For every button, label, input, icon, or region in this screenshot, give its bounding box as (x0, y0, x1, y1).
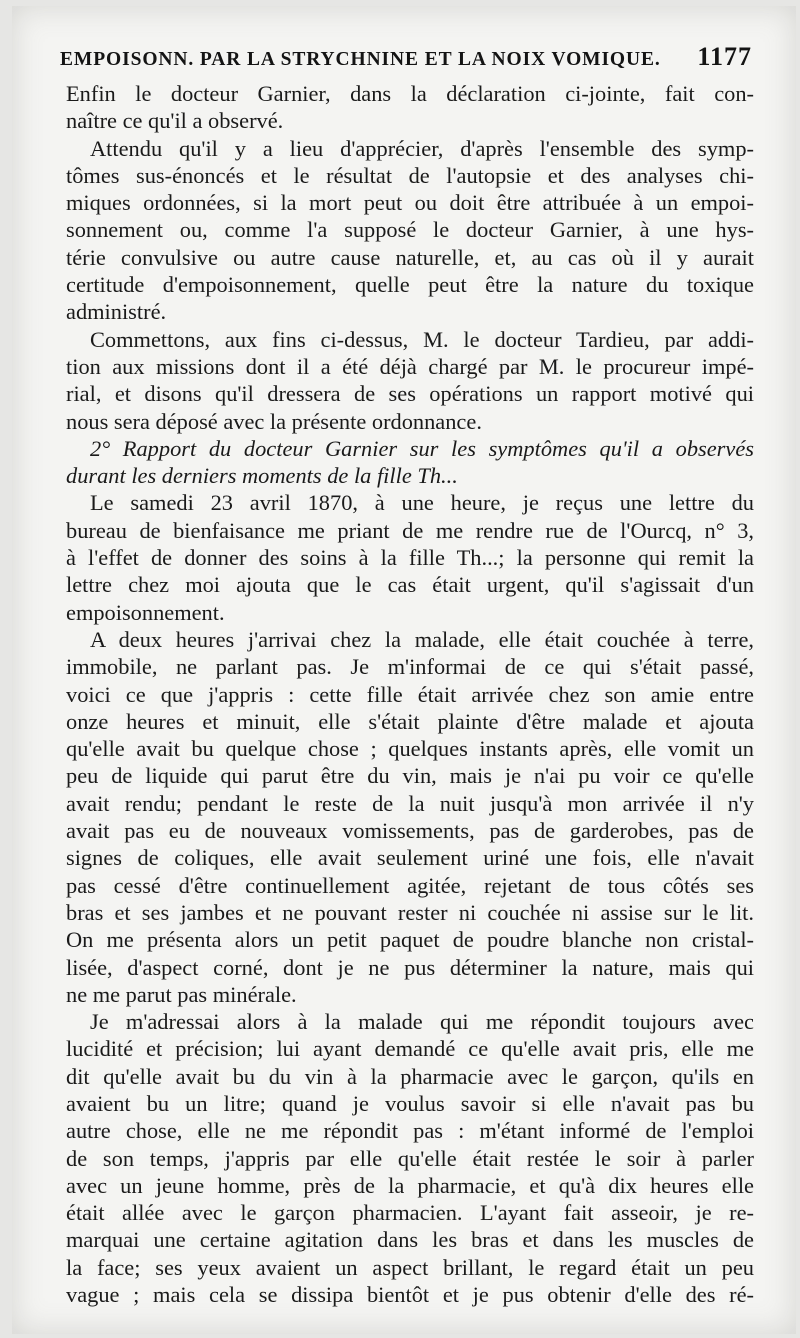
text-line: On me présenta alors un petit paquet de poudre blanche non cristal- (66, 927, 754, 953)
text-line: tion aux missions dont il a été déjà chargé par M. le procureur impé- (66, 353, 754, 379)
text-line: ne me parut pas minérale. (66, 981, 297, 1007)
text-line: onze heures et minuit, elle s'était plainte d'être malade et ajouta (66, 708, 754, 734)
text-line: sonnement ou, comme l'a supposé le docteur Garnier, à une hys- (66, 217, 754, 243)
text-line: bureau de bienfaisance me priant de me rendre rue de l'Ourcq, n° 3, (66, 517, 754, 543)
text-line: Je m'adressai alors à la malade qui me répondit toujours avec (90, 1009, 754, 1035)
text-line: la face; ses yeux avaient un aspect brillant, le regard était un peu (66, 1254, 754, 1280)
text-line: pas cessé d'être continuellement agitée, rejetant de tous côtés ses (66, 872, 754, 898)
book-page (12, 6, 796, 1334)
text-line: tômes sus-énoncés et le résultat de l'autopsie et des analyses chi- (66, 162, 754, 188)
section-heading-line: durant les derniers moments de la fille Th... (66, 463, 458, 489)
text-line: lucidité et précision; lui ayant demandé ce qu'elle avait pris, elle me (66, 1036, 754, 1062)
text-line: vague ; mais cela se dissipa bientôt et je pus obtenir d'elle des ré- (66, 1282, 754, 1308)
text-line: certitude d'empoisonnement, quelle peut être la nature du toxique (66, 272, 754, 298)
text-line: administré. (66, 299, 167, 325)
text-line: avait rendu; pendant le reste de la nuit jusqu'à mon arrivée il n'y (66, 790, 754, 816)
text-line: empoisonnement. (66, 599, 225, 625)
running-title: EMPOISONN. PAR LA STRYCHNINE ET LA NOIX VOMIQUE. (60, 49, 661, 70)
text-line: lettre chez moi ajouta que le cas était urgent, qu'il s'agissait d'un (66, 572, 754, 598)
text-line: avec un jeune homme, près de la pharmacie, et qu'à dix heures elle (66, 1172, 754, 1198)
text-line: lisée, d'aspect corné, dont je ne pus déterminer la nature, mais qui (66, 954, 754, 980)
text-line: Le samedi 23 avril 1870, à une heure, je reçus une lettre du (90, 490, 754, 516)
text-line: à l'effet de donner des soins à la fille Th...; la personne qui remit la (66, 545, 754, 571)
section-heading-line: 2° Rapport du docteur Garnier sur les symptômes qu'il a observés (90, 435, 754, 461)
text-line: voici ce que j'appris : cette fille était arrivée chez son amie entre (66, 681, 754, 707)
text-line: autre chose, elle ne me répondit pas : m'étant informé de l'emploi (66, 1118, 754, 1144)
text-line: était allée avec le garçon pharmacien. L'ayant fait asseoir, je re- (66, 1200, 754, 1226)
text-line: avait pas eu de nouveaux vomissements, pas de garderobes, pas de (66, 818, 754, 844)
text-line: qu'elle avait bu quelque chose ; quelques instants après, elle vomit un (66, 736, 754, 762)
page-number: 1177 (697, 42, 752, 71)
text-line: peu de liquide qui parut être du vin, mais je n'ai pu voir ce qu'elle (66, 763, 754, 789)
text-line: rial, et disons qu'il dressera de ses opérations un rapport motivé qui (66, 381, 754, 407)
text-line: A deux heures j'arrivai chez la malade, elle était couchée à terre, (90, 626, 754, 652)
text-line: Commettons, aux fins ci-dessus, M. le docteur Tardieu, par addi- (90, 326, 754, 352)
text-line: térie convulsive ou autre cause naturelle, et, au cas où il y aurait (66, 244, 754, 270)
text-line: miques ordonnées, si la mort peut ou doit être attribuée à un empoi- (66, 190, 754, 216)
text-line: avaient bu un litre; quand je voulus savoir si elle n'avait pas bu (66, 1090, 754, 1116)
text-line: dit qu'elle avait bu du vin à la pharmacie avec le garçon, qu'ils en (66, 1063, 754, 1089)
text-line: immobile, ne parlant pas. Je m'informai de ce qui s'était passé, (66, 654, 754, 680)
text-line: bras et ses jambes et ne pouvant rester ni couchée ni assise sur le lit. (66, 899, 754, 925)
text-line: de son temps, j'appris par elle qu'elle était restée le soir à parler (66, 1145, 754, 1171)
text-line: signes de coliques, elle avait seulement uriné une fois, elle n'avait (66, 845, 754, 871)
running-head (60, 42, 752, 72)
text-line: Attendu qu'il y a lieu d'apprécier, d'après l'ensemble des symp- (90, 135, 754, 161)
text-line: nous sera déposé avec la présente ordonnance. (66, 408, 482, 434)
text-line: Enfin le docteur Garnier, dans la déclaration ci-jointe, fait con- (66, 81, 754, 106)
text-line: naître ce qu'il a observé. (66, 108, 284, 134)
text-line: marquai une certaine agitation dans les bras et dans les muscles de (66, 1227, 754, 1253)
body-text (66, 80, 754, 1308)
